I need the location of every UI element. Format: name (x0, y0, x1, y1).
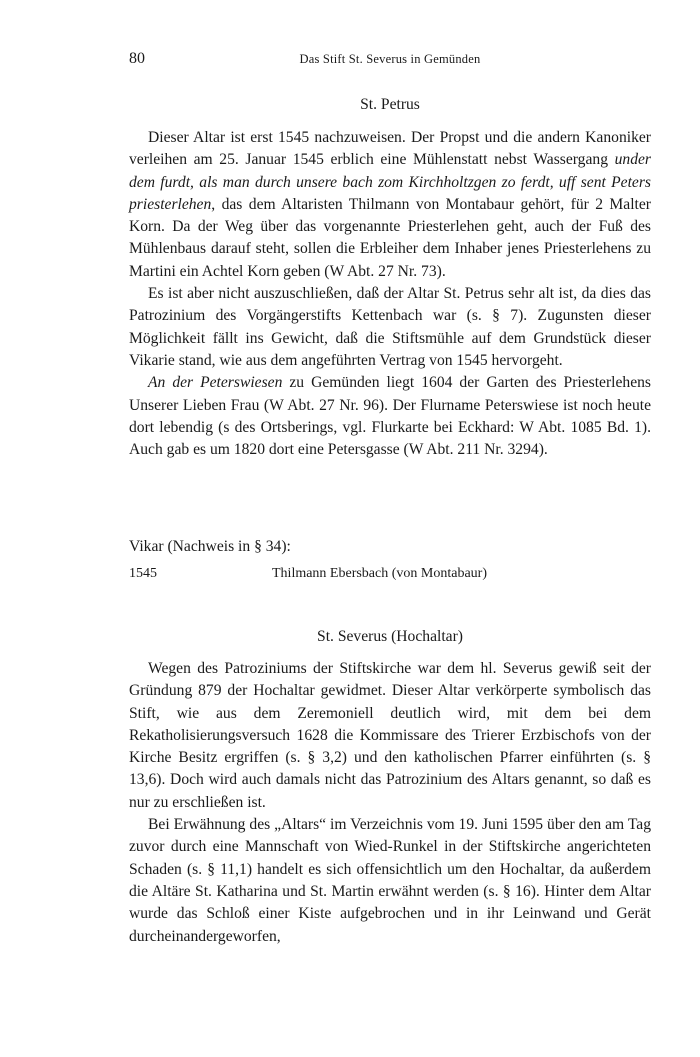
section-body-st-petrus (129, 127, 651, 461)
italic-text: An der Peterswiesen (148, 374, 283, 392)
italic-text: under dem furdt, als man durch unsere bach zom Kirchholtzgen zo ferdt, uff sent Peters priesterlehen (129, 151, 651, 213)
text-run: zu Gemünden liegt 1604 der Garten des Priesterlehens Unserer Lieben Frau (W Abt. 27 Nr. 96). Der Flurname Peterswiese ist noch heute dort lebendig (s des Ortsberings, vgl. Flurkarte bei Eckhard: W Abt. 1085 Bd. 1). Auch gab es um 1820 dort eine Petersgasse (W Abt. 211 Nr. 3294). (129, 374, 652, 459)
text-run: Wegen des Patroziniums der Stiftskirche war dem hl. Severus gewiß seit der Gründung 879 der Hochaltar gewidmet. Dieser Altar verkörperte symbolisch das Stift, wie aus dem Zeremoniell deutlich wird, mit dem bei dem Rekatholisierungsversuch 1628 die Kommissare des Trierer Erzbischofs von der Kirche Besitz ergriffen (s. § 3,2) und den katholischen Pfarrer einführten (s. § 13,6). Doch wird auch damals nicht das Patrozinium des Altars genannt, so daß es nur zu erschließen ist. (129, 660, 651, 811)
running-title: Das Stift St. Severus in Gemünden (299, 52, 481, 66)
vikar-entry (129, 563, 651, 585)
paragraph (129, 283, 651, 372)
section-title-st-severus: St. Severus (Hochaltar) (317, 628, 463, 645)
vikar-year: 1545 (129, 566, 157, 581)
page-header (129, 50, 651, 74)
section-title-st-petrus: St. Petrus (360, 96, 420, 113)
paragraph (129, 814, 651, 948)
vikar-name: Thilmann Ebersbach (von Montabaur) (272, 566, 487, 581)
page-number: 80 (129, 50, 145, 67)
text-run: Dieser Altar ist erst 1545 nachzuweisen. Der Propst und die andern Kanoniker verleihen am 25. Januar 1545 erblich eine Mühlenstatt nebst Wassergang (129, 129, 651, 169)
paragraph (129, 127, 651, 283)
text-run: Bei Erwähnung des „Altars“ im Verzeichnis vom 19. Juni 1595 über den am Tag zuvor durch eine Mannschaft von Wied-Runkel in der Stiftskirche angerichteten Schaden (s. § 11,1) handelt es sich offensichtlich um den Hochaltar, da außerdem die Altäre St. Katharina und St. Martin erwähnt werden (s. § 16). Hinter dem Altar wurde das Schloß einer Kiste aufgebrochen und in ihr Leinwand und Gerät durcheinandergeworfen, (129, 816, 651, 945)
paragraph (129, 658, 651, 814)
section-body-st-severus (129, 658, 651, 948)
text-run: , das dem Altaristen Thilmann von Montabaur gehört, für 2 Malter Korn. Da der Weg über das vorgenannte Priesterlehen geht, auch der Fuß des Mühlenbaus darauf steht, sollen die Erbleiher dem Inhaber jenes Priesterlehens zu Martini ein Achtel Korn geben (W Abt. 27 Nr. 73). (129, 195, 651, 280)
paragraph (129, 372, 651, 461)
text-run: Es ist aber nicht auszuschließen, daß der Altar St. Petrus sehr alt ist, da dies das Patrozinium des Vorgängerstifts Kettenbach war (s. § 7). Zugunsten dieser Möglichkeit fällt ins Gewicht, daß die Stiftsmühle auf dem Grundstück dieser Vikarie stand, wie aus dem angeführten Vertrag von 1545 hervorgeht. (129, 285, 651, 369)
vikar-heading: Vikar (Nachweis in § 34): (129, 538, 291, 555)
